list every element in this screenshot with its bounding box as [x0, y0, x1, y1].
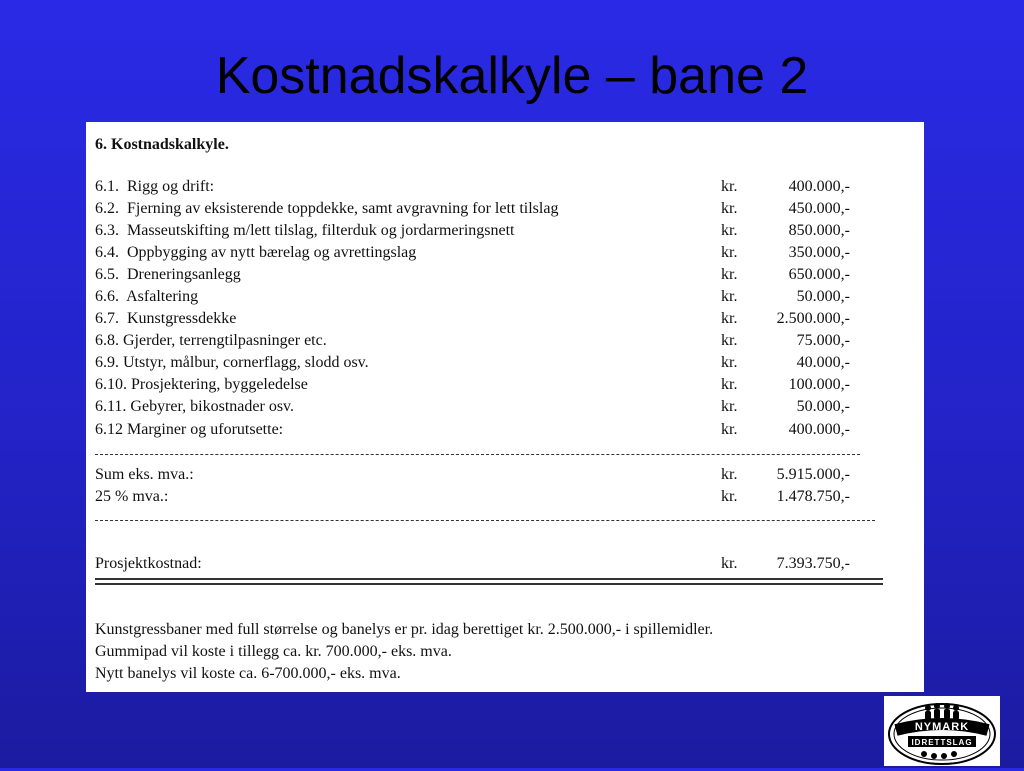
cost-item-currency: kr. [721, 200, 738, 217]
cost-item-row [95, 308, 875, 329]
cost-item-amount: 50.000,- [796, 398, 850, 415]
cost-item-row [95, 419, 875, 440]
cost-item-currency: kr. [721, 398, 738, 415]
slide-title: Kostnadskalkyle – bane 2 [215, 47, 809, 105]
cost-item-label: 6.5. Dreneringsanlegg [95, 266, 241, 283]
cost-item-amount: 40.000,- [796, 354, 850, 371]
cost-item-row [95, 264, 875, 285]
cost-item-amount: 450.000,- [788, 200, 850, 217]
cost-item-row [95, 242, 875, 263]
total-amount: 1.478.750,- [776, 488, 850, 505]
project-cost-amount: 7.393.750,- [776, 555, 850, 572]
cost-item-currency: kr. [721, 421, 738, 438]
cost-item-currency: kr. [721, 222, 738, 239]
cost-item-label: 6.3. Masseutskifting m/lett tilslag, filterduk og jordarmeringsnett [95, 222, 515, 239]
cost-item-amount: 75.000,- [796, 332, 850, 349]
double-rule [95, 578, 883, 585]
cost-item-label: 6.10. Prosjektering, byggeledelse [95, 376, 308, 393]
project-cost-row [95, 553, 875, 574]
cost-item-currency: kr. [721, 266, 738, 283]
cost-item-row [95, 220, 875, 241]
cost-item-currency: kr. [721, 310, 738, 327]
total-row [95, 486, 875, 507]
cost-item-label: 6.9. Utstyr, målbur, cornerflagg, slodd osv. [95, 354, 369, 371]
cost-item-row [95, 374, 875, 395]
total-currency: kr. [721, 466, 738, 483]
total-currency: kr. [721, 488, 738, 505]
cost-item-amount: 400.000,- [788, 421, 850, 438]
svg-text:IDRETTSLAG: IDRETTSLAG [911, 738, 973, 747]
cost-item-row [95, 286, 875, 307]
total-label: Sum eks. mva.: [95, 466, 194, 483]
document-heading: 6. Kostnadskalkyle. [95, 136, 229, 153]
cost-item-label: 6.1. Rigg og drift: [95, 178, 215, 195]
cost-item-amount: 400.000,- [788, 178, 850, 195]
project-cost-currency: kr. [721, 555, 738, 572]
note-line: Kunstgressbaner med full størrelse og banelys er pr. idag berettiget kr. 2.500.000,- i spillemidler. [95, 621, 714, 638]
club-logo-icon [884, 696, 1000, 766]
cost-item-amount: 100.000,- [788, 376, 850, 393]
cost-item-amount: 2.500.000,- [776, 310, 850, 327]
cost-item-label: 6.7. Kunstgressdekke [95, 310, 237, 327]
cost-item-row [95, 352, 875, 373]
cost-item-currency: kr. [721, 288, 738, 305]
cost-item-label: 6.6. Asfaltering [95, 288, 199, 305]
cost-item-row [95, 176, 875, 197]
note-line: Nytt banelys vil koste ca. 6-700.000,- eks. mva. [95, 665, 401, 682]
dashed-separator [95, 454, 860, 459]
cost-item-currency: kr. [721, 376, 738, 393]
cost-item-amount: 850.000,- [788, 222, 850, 239]
cost-item-amount: 350.000,- [788, 244, 850, 261]
dashed-separator [95, 520, 875, 525]
total-amount: 5.915.000,- [776, 466, 850, 483]
svg-text:NYMARK: NYMARK [914, 721, 970, 733]
cost-item-currency: kr. [721, 244, 738, 261]
cost-item-row [95, 396, 875, 417]
cost-item-label: 6.2. Fjerning av eksisterende toppdekke, samt avgravning for lett tilslag [95, 200, 559, 217]
total-label: 25 % mva.: [95, 488, 169, 505]
cost-item-label: 6.4. Oppbygging av nytt bærelag og avrettingslag [95, 244, 417, 261]
cost-item-amount: 650.000,- [788, 266, 850, 283]
cost-item-label: 6.8. Gjerder, terrengtilpasninger etc. [95, 332, 327, 349]
note-line: Gummipad vil koste i tillegg ca. kr. 700.000,- eks. mva. [95, 643, 452, 660]
club-logo [884, 696, 1000, 766]
cost-item-label: 6.11. Gebyrer, bikostnader osv. [95, 398, 295, 415]
cost-item-label: 6.12 Marginer og uforutsette: [95, 421, 284, 438]
cost-item-currency: kr. [721, 354, 738, 371]
cost-item-currency: kr. [721, 332, 738, 349]
cost-item-amount: 50.000,- [796, 288, 850, 305]
cost-item-currency: kr. [721, 178, 738, 195]
cost-item-row [95, 330, 875, 351]
total-row [95, 464, 875, 485]
cost-item-row [95, 198, 875, 219]
project-cost-label: Prosjektkostnad: [95, 555, 202, 572]
scanned-document [86, 122, 924, 692]
